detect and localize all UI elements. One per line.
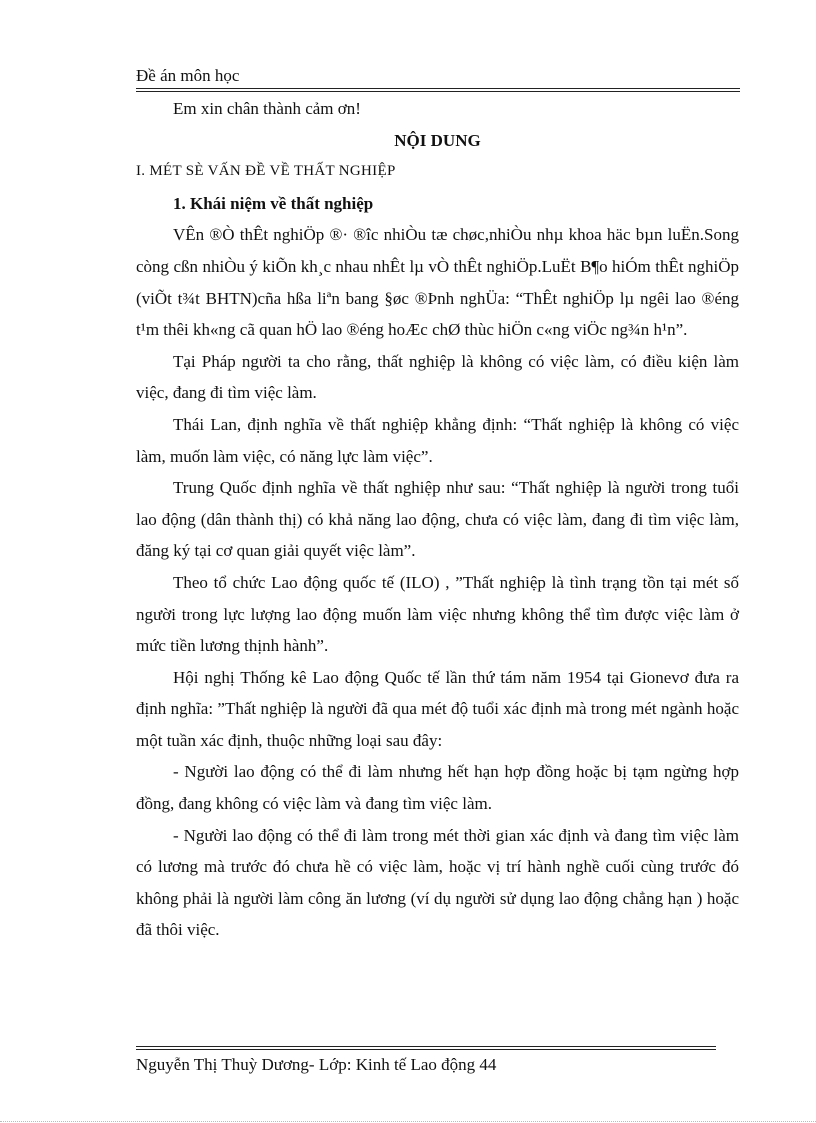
paragraph: Trung Quốc định nghĩa về thất nghiệp như sau: “Thất nghiệp là người trong tuổi lao động (dân thành thị) có khả năng lao động, chưa có việc làm, đang đi tìm việc làm, đăng ký tại cơ quan giải quyết việc làm”. <box>136 478 739 561</box>
subsection-heading: 1. Khái niệm về thất nghiệp <box>173 193 374 213</box>
paragraph: - Người lao động có thể đi làm nhưng hết hạn hợp đồng hoặc bị tạm ngừng hợp đồng, đang không có việc làm và đang tìm việc làm. <box>136 762 739 814</box>
paragraph: Tại Pháp người ta cho rằng, thất nghiệp là không có việc làm, có điều kiện làm việc, đang đi tìm việc làm. <box>136 351 739 403</box>
footer-rule-bottom <box>136 1049 716 1050</box>
document-body <box>136 93 739 946</box>
page-edge-dots <box>0 1121 816 1122</box>
paragraph: VÊn ®Ò thÊt nghiÖp ®· ®îc nhiÒu tæ chøc,nhiÒu nhµ khoa häc bµn luËn.Song còng cßn nhiÒu ý kiÕn kh¸c nhau nhÊt lµ vÒ thÊt nghiÖp.LuËt B¶o hiÓm thÊt nghiÖp (viÕt t¾t BHTN)cña hßa liªn bang §øc ®Þnh nghÜa: “ThÊt nghiÖp lµ ngêi lao ®éng t¹m thêi kh«ng cã quan hÖ lao ®éng hoÆc chØ thùc hiÖn c«ng viÖc ng¾n h¹n”. <box>136 225 739 340</box>
header-title: Đề án môn học <box>136 66 240 85</box>
paragraph: Thái Lan, định nghĩa về thất nghiệp khẳng định: “Thất nghiệp là không có việc làm, muốn làm việc, có năng lực làm việc”. <box>136 414 739 466</box>
thanks-line: Em xin chân thành cảm ơn! <box>173 99 361 118</box>
footer-text: Nguyễn Thị Thuỳ Dương- Lớp: Kinh tế Lao động 44 <box>136 1055 497 1074</box>
footer-rule-top <box>136 1046 716 1047</box>
header-rule-bottom <box>136 91 740 92</box>
section-heading: I. MÉT SÈ VẤN ĐỀ VỀ THẤT NGHIỆP <box>136 163 396 180</box>
paragraph: Hội nghị Thống kê Lao động Quốc tế lần thứ tám năm 1954 tại Gionevơ đưa ra định nghĩa: ”Thất nghiệp là người đã qua mét độ tuổi xác định mà trong mét ngành hoặc một tuần xác định, thuộc những loại sau đây: <box>136 667 739 750</box>
paragraph: Theo tổ chức Lao động quốc tế (ILO) , ”Thất nghiệp là tình trạng tồn tại mét số người trong lực lượng lao động muốn làm việc nhưng không thể tìm được việc làm ở mức tiền lương thịnh hành”. <box>136 572 739 656</box>
content-heading: NỘI DUNG <box>394 130 481 150</box>
header-rule-top <box>136 88 740 89</box>
paragraph: - Người lao động có thể đi làm trong mét thời gian xác định và đang tìm việc làm có lương mà trước đó chưa hề có việc làm, hoặc vị trí hành nghề cuối cùng trước đó không phải là người làm công ăn lương (ví dụ người sử dụng lao động chẳng hạn ) hoặc đã thôi việc. <box>136 825 739 940</box>
